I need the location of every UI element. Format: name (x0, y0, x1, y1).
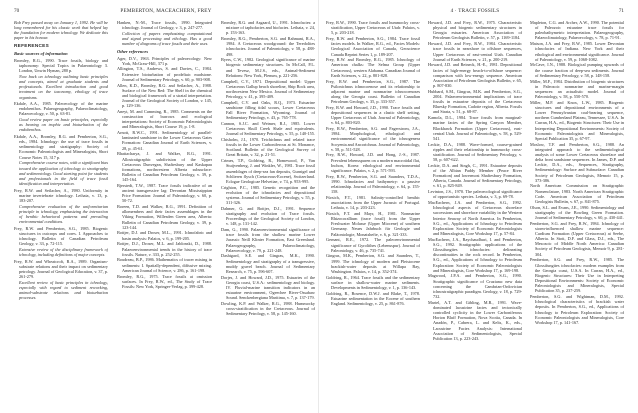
reference-entry: Chisholm, J.I., 1970. Teichichnus and related trace fossils in the Lower Carboniferous at St. Monance, Scotland. Bulletin of the Geological Survey of Great Britain, v. 32, p. 21-51. (221, 137, 315, 158)
reference-entry: Frey, R.W., Howard, J.D. and Hong, J.-S., 1987. Prevalent lebensspuren on a modern macrotidal flat, Inchon, Korea: ethological and environmental significance. Palaios, v. 2, p. 571-593. (326, 152, 420, 173)
reference-entry: North American Commission on Stratigraphic Nomenclature, 1983. North American Stratigraphic Code. American Association of Petroleum Geologists Bulletin, v. 67, p. 841-875. (530, 183, 624, 204)
subsection-heading: Basic sources of information (14, 51, 68, 57)
reference-entry: Frey, R.W. and Pemberton, S.G., 1987. The Psilonichnus ichnocoenose and its relationship to adjacent marine and nonmarine ichnocoenoses along the Georgia coast. Bulletin of Canadian Petroleum Geology, v. 35, p. 333-357. (326, 78, 420, 105)
reference-entry: Arnott, R.W.C., 1991. Sedimentology of parallel-laminated sandstone in the Lower Cretaceous Gates Formation: Canadian Journal of Earth Sciences, v. 28, p. 45-61. (117, 130, 212, 151)
reference-entry: Crimes, T.P., Goldring, R., Homewood, P., Van Stuijvenberg, J. and Winkler, W., 1981. Trace fossil assemblages of deep-sea fan deposits, Gurnigel and Schlieren flysch (Cretaceous-Eocene), Switzerland. Eclogae Geologicae Helvetiae, v. 74, p. 953-995. (221, 158, 315, 184)
reference-entry: Kamola, D.L., 1984. Trace fossils from marginal-marine facies of the Spring Canyon Member, Blackhawk Formation (Upper Cretaceous), east-central Utah. Journal of Paleontology, v. 58, p. 529-541. (428, 115, 522, 141)
reference-entry: Byers, C.W., 1982. Geological significance of marine biogenic sedimentary structures. In McCall, P.L. and Tevesz, M.J.S., eds., Animal-Sediment Relations: New York, Plenum, p. 221-256. (221, 57, 315, 78)
text-column-3 (221, 20, 315, 408)
reference-entry: Campbell, C.V. and Oaks, R.Q., 1973. Estuarine sandstone filling tidal scours, Lower Cretaceous Fall River Formation, Wyoming. Journal of Sedimentary Petrology, v. 43, p. 765-778. (221, 99, 315, 121)
reference-entry: Frey, R.W., Pemberton, S.G. and Fagerstrom, J.A., 1984. Morphological, ethological and environmental significance of the ichnogenera Scoyenia and Ancorichnus. Journal of Paleontology, v. 58, p. 511-528. (326, 126, 420, 152)
reference-entry: Boudreau, B.P., 1986. Mathematics of tracer mixing in sediments: I. Spatially-dependent, diffusive mixing. American Journal of Science, v. 286, p. 161-198. (117, 257, 212, 273)
reference-entry: MacEachern, J.A., Raychaudhuri, I. and Pemberton, S.G., 1992. Stratigraphic applications of the Glossifungites ichnofacies: delineating discontinuities in the rock record. In Pemberton, S.G., ed., Applications of Ichnology to Petroleum Exploration: Society of Economic Paleontologists and Mineralogists, Core Workshop 17, p. 169-198. (428, 236, 522, 273)
reference-entry: Pemberton, S.G. and Wightman, D.M., 1992. Ichnological characteristics of brackish water deposits. In Pemberton, S.G., ed., Applications of Ichnology to Petroleum Exploration: Society of Economic Paleontologists and Mineralogists, Core Workshop 17, p. 141-167. (530, 294, 624, 325)
reference-entry: Allen, K.D., Bromley, R.G. and Seilacher, A., 1988. Surface of the New Red: The Shelf in the chemical and biological framework of a stratal interpretation. Journal of the Geological Society of London, v. 145, p. 129-136. (117, 82, 212, 109)
reference-entry: Allington, T.S., Andrews, S. and Davies, C., 1984. Extensive bioturbation of prodeltaic mudstone. Journal of Sedimentary Petrology, v. 60, p. 903-908. (117, 66, 212, 82)
dedication-note: Bob Frey passed away on January 1, 1992. He will be long remembered for his classic work that helped lay the foundation for modern ichnology. We dedicate this paper in his honour. (14, 20, 108, 41)
reference-entry: Matson, J.A. and Frey, R.W., 1985. Lower Devonian ichnofacies of Indiana. New York and their ethological and environmental significance. Journal of Paleontology, v. 59, p. 1068-1082. (530, 41, 624, 62)
right-page-number: 71 (618, 8, 624, 14)
reference-entry: Cannon, S.J.C. and Weimer, R.J., 1985. Lower Cretaceous Skull Creek Shale and equivalents. Journal of Sedimentary Petrology, v. 55, p. 140-155. (221, 120, 315, 137)
reference-entry: Boreen, T.D. and Walker, R.G., 1991. Definition of allomembers and their facies assemblages in the Viking Formation, Willesden Green area, Alberta: Bulletin of Canadian Petroleum Geology, v. 39, p. 123-144. (117, 204, 212, 230)
reference-entry: Ager, D.V., 1963. Principles of paleoecology: New York, McGraw-Hill, 371 p. (117, 55, 212, 66)
reference-entry: Fürsich, F.T., 1981. Salinity-controlled benthic associations from the Upper Jurassic of Portugal. Lethaia, v. 14, p. 203-223. (326, 194, 420, 211)
right-running-head: 4 · TRACE FOSSILS (450, 8, 500, 14)
reference-entry: Dorjes, J. and Howard, J.D., 1975. Estuaries of the Georgia coast, U.S.A.: sedimentology and biology. IV. Fluvial-marine transition indicators in an estuarine environment, Ogeechee River-Ossabaw Sound. Senckenbergiana Maritima, v. 7, p. 137-179. (221, 274, 315, 301)
reference-entry: Goldring, R., 1964. Trace fossils and the sedimentary surface in shallow-water marine sediments. Developments in Sedimentology, v. 1, p. 136-143. (326, 274, 420, 290)
reference-entry: Leckie, D.A. and Singh, C., 1991. Estuarine deposits of the Albian Paddy Member (Peace River Formation) and lowermost Shaftesbury Formation, Alberta, Canada. Journal of Sedimentary Petrology, v. 61, p. 825-849. (428, 162, 522, 189)
reference-entry: Aneyt, M. and Cumming, R., 1985. Comments on the construction of burrows and ecological interpretations: Society of Economic Paleontologists and Mineralogists, Short Course 19, p. 1-8. (117, 108, 212, 130)
reference-annotation: Excellent review of basic principles in ichnology, especially with regard to sediment reworking, animal-substrate relations and bioturbation processes. (19, 279, 108, 301)
reference-entry: Hanken, N.-M., Trace fossils, 1990. Integrated ichnology. Journal of Geology, v. 3, p. 247-277. (117, 20, 212, 31)
reference-entry: Bromley, R.G., Pemberton, S.G. and Rahmani, R.A., 1984. A Cretaceous woodground: the Teredolites ichnofacies. Journal of Paleontology, v. 58, p. 488-498. (221, 36, 315, 57)
reference-entry: Magwood, J.P.A. and Pemberton, S.G., 1990. Stratigraphic significance of Cruziana: new data concerning the Cambrian-Ordovician ichnostratigraphic paradigm. Geology, v. 18, p. 729-732. (428, 273, 522, 300)
reference-entry: Pemberton, S.G. and Frey, R.W., 1985. The Glossifungites ichnofacies: modern examples from the Georgia coast, U.S.A. In Curran, H.A., ed., Biogenic Structures: Their Use in Interpreting Depositional Environments: Society of Economic Paleontologists and Mineralogists, Special Publication 35, p. 237-259. (530, 257, 624, 294)
reference-entry: MacEachern, J.A. and Pemberton, S.G., 1992. Ichnological aspects of Cretaceous shoreface successions and shoreface variability in the Western Interior Seaway of North America. In Pemberton, S.G., ed., Applications of Ichnology to Petroleum Exploration: Society of Economic Paleontologists and Mineralogists, Core Workshop 17, p. 57-84. (428, 200, 522, 236)
reference-entry: Fürsich, F.T. and Mayr, H., 1981. Nonmarine Rhizocorallium (trace fossil) from the Upper Freshwater Molasse (Upper Miocene) of southern Germany. Neues Jahrbuch für Geologie und Paläontologie, Monatshefte, v. 6, p. 321-333. (326, 210, 420, 237)
reference-entry: Frey, R.W. and Howard, J.D., 1990. Trace fossils and depositional sequences in a clastic shelf setting, Upper Cretaceous of Utah. Journal of Paleontology, v. 64, p. 803-820. (326, 104, 420, 126)
reference-entry: Ekdale, A.A., 1985. Paleoecology of the marine endobenthos. Palaeogeography, Palaeoclimatology, Palaeoecology, v. 50, p. 63-81. (14, 101, 108, 117)
reference-entry: Gernant, R.E., 1972. The paleoenvironmental significance of Gyrolithes (Lebensspur). Journal of Paleontology, v. 46, p. 735-741. (326, 237, 420, 253)
reference-entry: Bromley, R.G., 1990. Trace fossils, biology and taphonomy: Special Topics in Palaeontology 3. London, Unwin Hyman, 280 p. (14, 57, 108, 74)
reference-annotation: Extensive review of the disciplinary framework of ichnology, including definitions of major concepts. (19, 246, 108, 257)
reference-entry: Howard, J.D. and Frey, R.W., 1975. Characteristic physical and biogenic sedimentary structures in Georgia estuaries. American Association of Petroleum Geologists Bulletin, v. 57, p. 1169-1184. (428, 20, 522, 41)
reference-entry: Frey, R.W. and Wheatcroft, R.A., 1989. Organism-substrate relations and their impact on sedimentary petrology. Journal of Geological Education, v. 37, p. 261-279. (14, 258, 108, 279)
reference-entry: Leckie, D.A., 1988. Wave-formed, coarse-grained ripples and their relationship to hummocky cross-stratification. Journal of Sedimentary Petrology, v. 58, p. 607-622. (428, 141, 522, 163)
reference-entry: Campbell, C.V., 1971. Depositional model: Upper Cretaceous Gallup beach shoreline, Ship Rock area, northwestern New Mexico. Journal of Sedimentary Petrology, v. 41, p. 395-409. (221, 78, 315, 99)
reference-entry: Gingras, M.K., Pemberton, S.G. and Saunders, T., 1999. The ichnology of modern and Pleistocene brackish-water deposits at Willapa Bay, Washington. Palaios, v. 14, p. 352-374. (326, 253, 420, 274)
reference-annotation: Now back on ichnology outlining basic principles and concepts, aimed at graduate students and professionals. Excellent introduction and good treatment on the taxonomy, ethology of trace organisms. (19, 73, 108, 100)
reference-entry: Bottjer, D.J., Droser, M.L. and Jablonski, D., 1988. Palaeoenvironmental trends in the history of trace fossils. Nature, v. 333, p. 252-255. (117, 241, 212, 257)
reference-annotation: Good review paper on basic principles, especially as bearing on trophic and bioturbation of the endobenthos. (19, 117, 108, 133)
reference-entry: Levinton, J.S., 1970. The paleoecological significance of opportunistic species. Lethaia, v. 3, p. 69-78. (428, 189, 522, 200)
section-heading: REFERENCES (14, 43, 50, 49)
reference-entry: Frey, R.W. and Pemberton, S.G., 1985. Biogenic structures in outcrops and cores. I. Approaches to ichnology. Bulletin of Canadian Petroleum Geology, v. 33, p. 72-115. (14, 225, 108, 247)
reference-entry: Pemberton, S.G. and Frey, R.W., 1984. Ichnology of storm-influenced shallow marine sequence: Cardium Formation (Upper Cretaceous) at Seebe, Alberta. In Stott, D.F. and Glass, D.J., eds., The Mesozoic of Middle North America: Canadian Society of Petroleum Geologists, Memoir 9, p. 281-304. (530, 220, 624, 257)
reference-entry: Frey, R.W. and Bromley, R.G., 1985. Ichnology of American chalks: The Selma Group (Upper Cretaceous), western Alabama. Canadian Journal of Earth Sciences, v. 22, p. 801-828. (326, 57, 420, 78)
text-column-4 (326, 20, 420, 408)
left-page-header (14, 8, 318, 18)
reference-annotation: Collection of papers emphasizing computational and signal processing and ethology. Has a good number of diagrams of trace fossils and their uses. (122, 30, 212, 47)
reference-entry: Miller, M.F. and Knox, L.W., 1985. Biogenic structures and depositional environments of a Lower Pennsylvanian coal-bearing sequence, northern Cumberland Plateau, Tennessee, U.S.A. In Curran, H.A., ed., Biogenic Structures: Their Use in Interpreting Depositional Environments: Society of Economic Paleontologists and Mineralogists, Special Publication 35, p. 67-97. (530, 99, 624, 141)
reference-entry: Frey, R.W. and Pemberton, S.G., 1984. Trace fossil facies models. In Walker, R.G., ed., Facies Models: Geological Association of Canada, Geoscience Canada Reprint Series 1, p. 189-207. (326, 36, 420, 57)
text-column-5 (428, 20, 522, 408)
reference-entry: Mapleton, C.G. and Archer, A.W., 1990. The potential of Paleozoic estuarine trace fossils for paleobathymetric interpretation. Palaeogeography, Palaeoclimatology, Palaeoecology, v. 78, p. 71-91. (530, 20, 624, 41)
reference-entry: Howard, J.D. and Frey, R.W., 1984. Characteristic trace fossils in nearshore to offshore sequences, Upper Cretaceous of east-central Utah. Canadian Journal of Earth Sciences, v. 21, p. 200-219. (428, 41, 522, 62)
reference-entry: Dowling, K.P. and Walker, R.G., 1988. Hummocky cross-stratification in the Cretaceous. Journal of Sedimentary Petrology, v. 58, p. 145-160. (221, 301, 315, 317)
left-running-head: PEMBERTON, MACEACHERN, FREY (120, 8, 212, 14)
reference-entry: Crighton, P.C., 1985. Genetic recognition and the evolution of the ichnofacies and depositional systems. Journal of Sedimentary Petrology, v. 55, p. 311-326. (221, 184, 315, 206)
text-column-2 (117, 20, 212, 408)
reference-entry: Bromley, R.G. and Asgaard, U., 1991. Ichnofacies: a mixture of taphofacies and biofacies. Lethaia, v. 24, p. 153-163. (221, 20, 315, 36)
reference-entry: Frey, R.W., Pemberton, S.G. and Saunders, T.D.A., 1990. Ichnofacies and bathymetry: a passive relationship. Journal of Paleontology, v. 64, p. 155-158. (326, 173, 420, 195)
reference-entry: Frey, R.W. and Seilacher, A., 1980. Uniformity in marine invertebrate ichnology. Lethaia, v. 13, p. 183-207. (14, 187, 108, 203)
text-column-1 (14, 20, 108, 408)
right-page-header (326, 8, 624, 18)
reference-entry: Hubbard, S.M., Gingras, M.K. and Pemberton, S.G., 2004. Palaeoenvironmental implications of trace fossils in estuarine deposits of the Cretaceous Bluesky Formation, Cadotte region, Alberta. Fossils and Strata, v. 51, p. 68-87. (428, 88, 522, 115)
reference-entry: Bhattacharya, J. and Walker, R.G., 1991. Allostratigraphic subdivision of the Upper Cretaceous Dunvegan, Shaftesbury and Kaskapau formations, northwestern Alberta subsurface: Bulletin of Canadian Petroleum Geology, v. 39, p. 145-164. (117, 151, 212, 183)
reference-entry: Moslow, T.F. and Pemberton, S.G., 1988. An integrated approach to the sedimentological analysis of some Lower Cretaceous shoreface and delta front sandstone sequences. In James, D.P. and Leckie, D.A., eds., Sequences, Stratigraphy, Sedimentology: Surface and Subsurface: Canadian Society of Petroleum Geologists, Memoir 15, p. 373-386. (530, 141, 624, 183)
reference-entry: Dahmer, G. and Bottjer, D.J., 1991. Sequence stratigraphy and evolution of Trace fossils. Proceedings of the Geological Society of London, v. 148, p. 131-142. (221, 205, 315, 227)
text-column-6 (530, 20, 624, 408)
reference-annotation: Comprehensive evaluation of the uniformitarian principle in ichnology, emphasizing the interaction of benthic behavioral patterns and prevailing environmental conditions. (19, 203, 108, 225)
reference-entry: Olson, S.L. and Evans, J.E., 1990. Sedimentology and stratigraphy of the Bowling Green Formation. Journal of Sedimentary Petrology, v. 60, p. 430-441. (530, 204, 624, 220)
reference-entry: Bjerstedt, T.W., 1987. Trace fossils indicative of an ancient transgressive lag: Devonian Mississippian Price Formation: Journal of Paleontology, v. 60, p. 50-72. (117, 182, 212, 204)
reference-entry: Dashtgard, S.E. and Gingras, M.K., 1990. Sedimentology and stratigraphy of a transgressive, muddy gravel beach. Journal of Sedimentary Research, v. 75, p. 596-607. (221, 253, 315, 274)
reference-entry: Martel, A.T. and Gibling, M.R., 1991. Wave-dominated lacustrine facies and tectonically controlled cyclicity in the Lower Carboniferous Horton Bluff Formation, Nova Scotia, Canada. In Anadón, P., Cabrera, L. and Kelts, K., eds., Lacustrine Facies Analysis: International Association of Sedimentologists, Special Publication 13, p. 223-243. (428, 299, 522, 341)
subsection-heading: Other references (117, 48, 149, 54)
reference-entry: Bromley, R.G., 1975. Trace fossils at omission surfaces. In Frey, R.W., ed., The Study of Trace Fossils: New York, Springer-Verlag, p. 399-428. (117, 273, 212, 289)
reference-entry: Ekdale, A.A., Bromley, R.G. and Pemberton, S.G., eds., 1984. Ichnology: the use of trace fossils in sedimentology and stratigraphy: Society of Economic Paleontologists and Mineralogists, Short Course Notes 15, 317 p. (14, 133, 108, 160)
reference-annotation: Comprehensive course notes, with a significant bias toward the application of ichnology to stratigraphy and sedimentology. Good starting point for students and professionals in the field of trace fossil identification and interpretation. (19, 160, 108, 186)
reference-entry: Frey, R.W., 1990. Trace fossils and hummocky cross-stratification, Upper Cretaceous of Utah: Palaios, v. 5, p. 203-218. (326, 20, 420, 36)
reference-entry: Miller, M.F., 1984. Distribution of biogenic structures in Paleozoic nonmarine and marine-margin sequences: an actualistic model. Journal of Paleontology, v. 58, p. 550-570. (530, 78, 624, 99)
reference-entry: Howard, J.D. and Reineck, H.-E., 1981. Depositional facies of high-energy beach-to-offshore sequence: comparison with low-energy sequence. American Association of Petroleum Geologists Bulletin, v. 65, p. 807-830. (428, 62, 522, 89)
reference-entry: Dam, G., 1990. Palaeoenvironmental significance of trace fossils from the shallow marine Lower Jurassic Neill Klinter Formation, East Greenland. Palaeogeography, Palaeoclimatology, Palaeoecology, v. 79, p. 221-248. (221, 227, 315, 253)
left-page-number: 70 (14, 8, 20, 14)
reference-entry: Bottjer, D.J. and Droser, M.L., 1991. Ichnofabric and basin analysis: Palaios, v. 6, p. 199-205. (117, 230, 212, 241)
reference-entry: Goldring, R., Bosence, D.W.J. and Blake, T., 1978. Estuarine sedimentation in the Eocene of southern England. Sedimentology, v. 25, p. 861-876. (326, 290, 420, 306)
page-gutter (318, 0, 319, 413)
reference-entry: McCave, I.N., 1988. Biological pumping upwards of the coarse fraction of deep-sea sediments. Journal of Sedimentary Petrology, v. 58, p. 148-158. (530, 62, 624, 78)
